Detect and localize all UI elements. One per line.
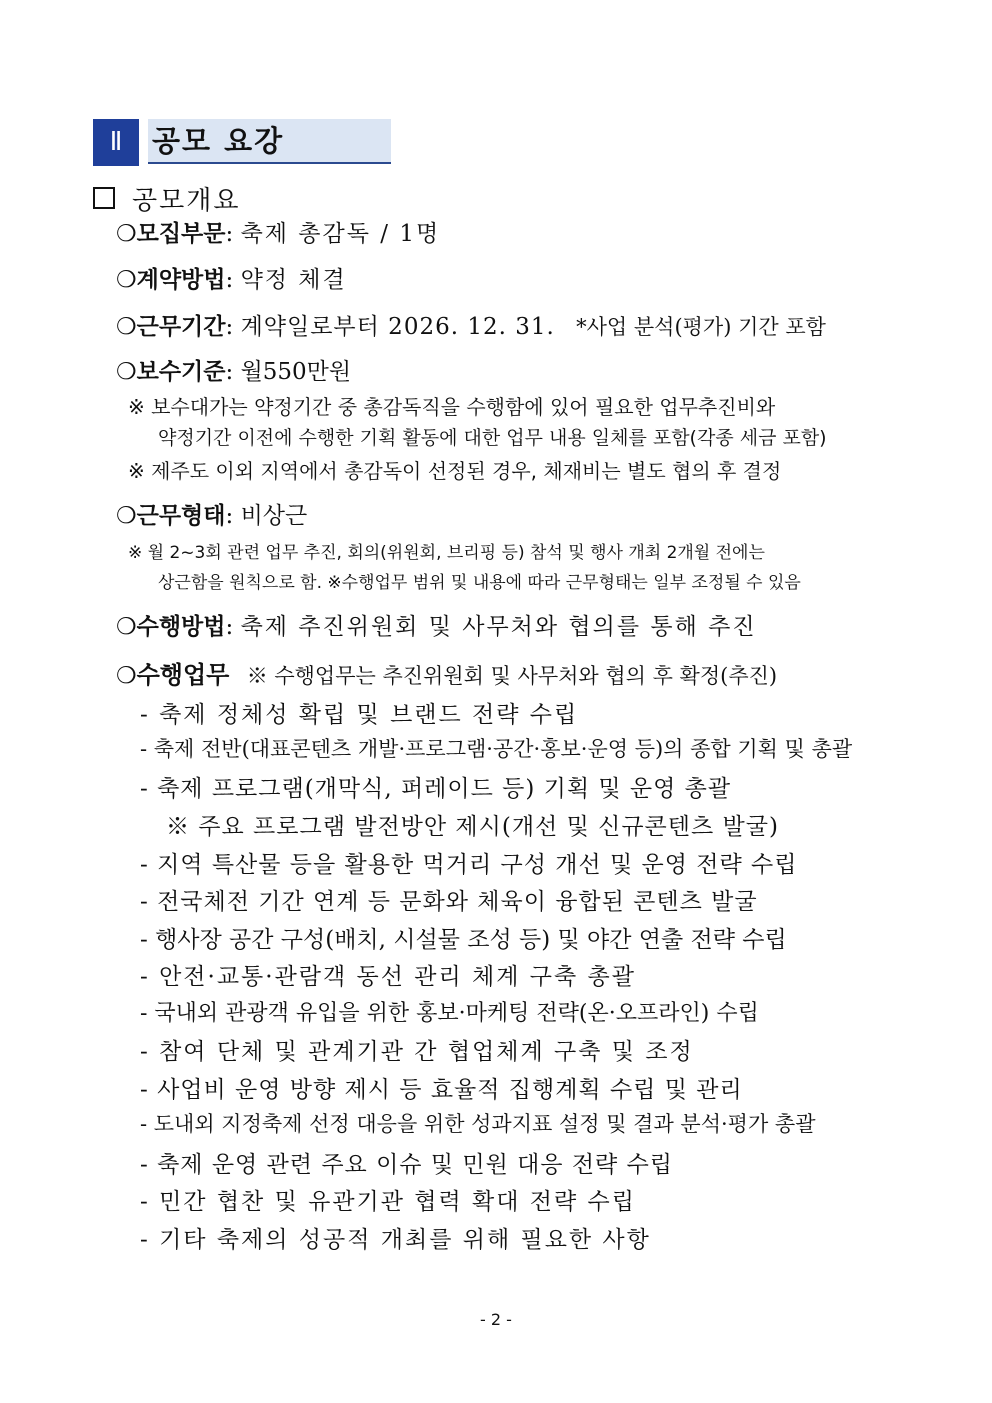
recruit-row <box>116 215 440 248</box>
list-item: - 축제 전반(대표콘텐츠 개발·프로그램·공간·홍보·운영 등)의 종합 기획 및 총괄 <box>140 737 853 761</box>
section-title: 공모 요강 <box>148 119 391 164</box>
pay-row <box>116 353 351 386</box>
circle-bullet-icon: ❍ <box>116 503 137 529</box>
colon: : <box>225 221 234 247</box>
period-value: 계약일로부터 2026. 12. 31. <box>240 314 555 340</box>
recruit-label: 모집부문 <box>136 221 226 247</box>
duties-label: 수행업무 <box>136 661 230 689</box>
worktype-label: 근무형태 <box>136 503 226 529</box>
worktype-note-line-1: ※ 월 2~3회 관련 업무 추진, 회의(위원회, 브리핑 등) 참석 및 행사 개최 2개월 전에는 <box>128 543 765 563</box>
list-item: - 지역 특산물 등을 활용한 먹거리 구성 개선 및 운영 전략 수립 <box>140 852 798 878</box>
section-number: Ⅱ <box>93 119 139 166</box>
pay-label: 보수기준 <box>136 359 226 385</box>
method-value: 축제 추진위원회 및 사무처와 협의를 통해 추진 <box>240 614 757 640</box>
list-item: - 전국체전 기간 연계 등 문화와 체육이 융합된 콘텐츠 발굴 <box>140 889 758 915</box>
pay-value: 월550만원 <box>240 359 352 385</box>
list-item: - 축제 운영 관련 주요 이슈 및 민원 대응 전략 수립 <box>140 1152 674 1178</box>
period-row <box>116 308 826 341</box>
list-item: - 안전·교통·관람객 동선 관리 체계 구축 총괄 <box>140 964 636 990</box>
recruit-value: 축제 총감독 / 1명 <box>240 221 441 247</box>
duties-row <box>116 655 777 690</box>
worktype-note-line-2: 상근함을 원칙으로 함. ※수행업무 범위 및 내용에 따라 근무형태는 일부 조정될 수 있음 <box>158 573 801 593</box>
list-item: - 축제 프로그램(개막식, 퍼레이드 등) 기획 및 운영 총괄 <box>140 776 732 802</box>
list-item: - 도내외 지정축제 선정 대응을 위한 성과지표 설정 및 결과 분석·평가 총괄 <box>140 1112 816 1136</box>
pay-note-1-line-2: 약정기간 이전에 수행한 기획 활동에 대한 업무 내용 일체를 포함(각종 세금 포함) <box>158 427 827 449</box>
page-number: - 2 - <box>480 1310 512 1329</box>
colon: : <box>225 314 234 340</box>
circle-bullet-icon: ❍ <box>116 614 137 640</box>
worktype-value: 비상근 <box>240 503 308 529</box>
period-label: 근무기간 <box>136 314 226 340</box>
list-item: ※ 주요 프로그램 발전방안 제시(개선 및 신규콘텐츠 발굴) <box>166 814 779 840</box>
circle-bullet-icon: ❍ <box>116 221 137 247</box>
list-item: - 기타 축제의 성공적 개최를 위해 필요한 사항 <box>140 1227 651 1253</box>
colon: : <box>225 503 234 529</box>
contract-row <box>116 261 347 294</box>
circle-bullet-icon: ❍ <box>116 663 137 689</box>
period-remark: *사업 분석(평가) 기간 포함 <box>576 315 826 339</box>
contract-label: 계약방법 <box>136 267 226 293</box>
circle-bullet-icon: ❍ <box>116 267 137 293</box>
list-item: - 축제 정체성 확립 및 브랜드 전략 수립 <box>140 702 579 728</box>
colon: : <box>225 267 234 293</box>
pay-note-2: ※ 제주도 이외 지역에서 총감독이 선정된 경우, 체재비는 별도 협의 후 결정 <box>128 459 782 483</box>
method-label: 수행방법 <box>136 614 226 640</box>
overview-heading: 공모개요 <box>132 186 241 216</box>
colon: : <box>225 614 234 640</box>
pay-note-1-line-1: ※ 보수대가는 약정기간 중 총감독직을 수행함에 있어 필요한 업무추진비와 <box>128 395 776 419</box>
list-item: - 민간 협찬 및 유관기관 협력 확대 전략 수립 <box>140 1189 636 1215</box>
list-item: - 사업비 운영 방향 제시 등 효율적 집행계획 수립 및 관리 <box>140 1077 743 1103</box>
colon: : <box>225 359 234 385</box>
list-item: - 국내외 관광객 유입을 위한 홍보·마케팅 전략(온·오프라인) 수립 <box>140 1001 759 1026</box>
list-item: - 참여 단체 및 관계기관 간 협업체계 구축 및 조정 <box>140 1039 694 1065</box>
circle-bullet-icon: ❍ <box>116 359 137 385</box>
method-row <box>116 608 757 641</box>
duties-value: ※ 수행업무는 추진위원회 및 사무처와 협의 후 확정(추진) <box>246 664 778 688</box>
list-item: - 행사장 공간 구성(배치, 시설물 조성 등) 및 야간 연출 전략 수립 <box>140 927 787 953</box>
checkbox-square-icon <box>93 187 115 209</box>
circle-bullet-icon: ❍ <box>116 314 137 340</box>
worktype-row <box>116 497 307 530</box>
contract-value: 약정 체결 <box>240 267 347 293</box>
